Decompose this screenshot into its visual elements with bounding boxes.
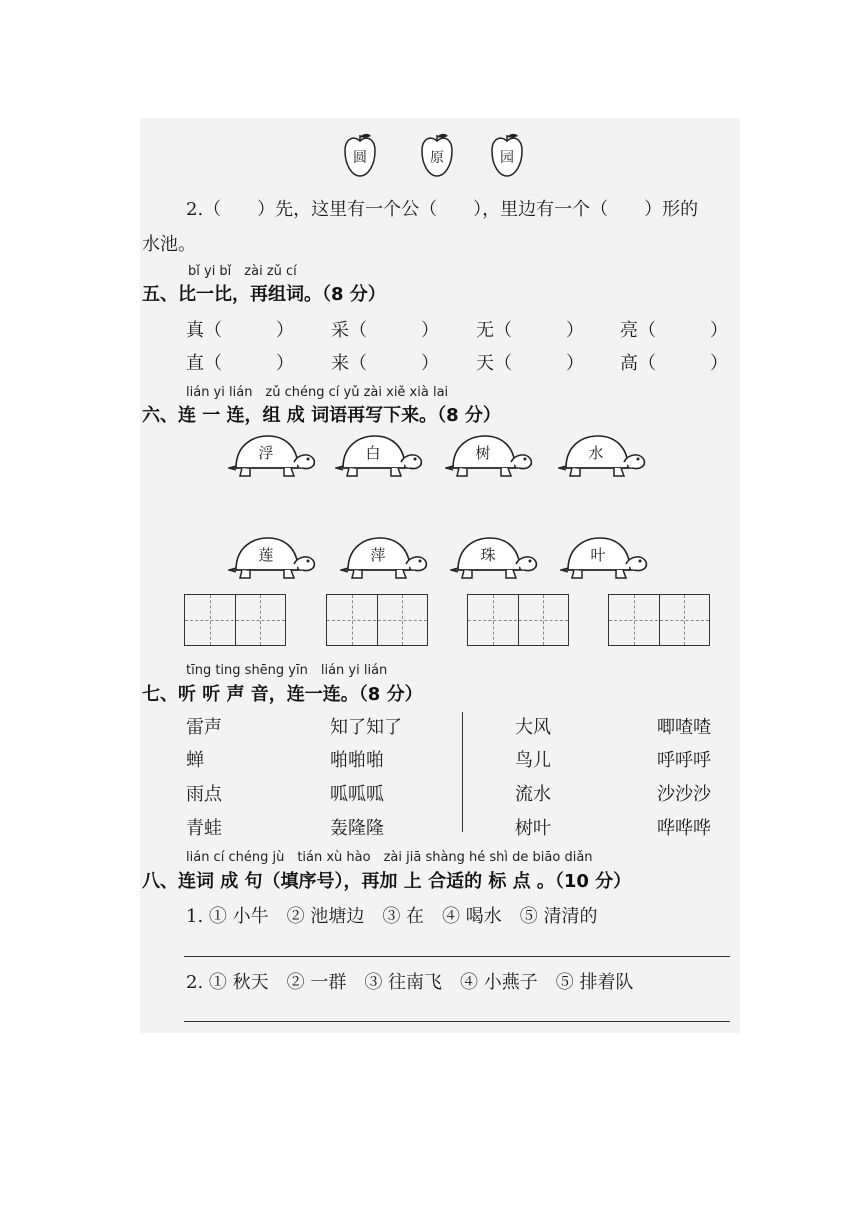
- fill-sentence-line2: 水池。: [142, 234, 196, 255]
- apple-card-2: [420, 133, 454, 179]
- answer-line-2[interactable]: [184, 1021, 730, 1022]
- compare-word-7: 天（ ）: [476, 353, 584, 374]
- sound-word: 啪啪啪: [330, 750, 384, 771]
- sound-word: 哗哗哗: [657, 818, 711, 839]
- apple-char: 原: [430, 150, 444, 166]
- sound-word: 呼呼呼: [657, 750, 711, 771]
- sound-word: 呱呱呱: [330, 784, 384, 805]
- turtle-card: [228, 432, 318, 480]
- sentence-question-1: 1. ① 小牛 ② 池塘边 ③ 在 ④ 喝水 ⑤ 清清的: [186, 906, 598, 927]
- turtle-char: 叶: [590, 546, 606, 564]
- answer-line-1[interactable]: [184, 956, 730, 957]
- section5-pinyin: bǐ yi bǐ zài zǔ cí: [188, 264, 297, 279]
- turtle-char: 白: [365, 444, 381, 462]
- section8-title: 八、连词 成 句（填序号），再加 上 合适的 标 点 。（10 分）: [142, 871, 632, 892]
- compare-word-8: 高（ ）: [620, 353, 728, 374]
- sound-source: 青蛙: [186, 818, 222, 839]
- sound-source: 鸟儿: [515, 750, 551, 771]
- writing-grid-1[interactable]: [184, 594, 286, 646]
- writing-grid-2[interactable]: [326, 594, 428, 646]
- sound-source: 树叶: [515, 818, 551, 839]
- compare-word-3: 无（ ）: [476, 320, 584, 341]
- turtle-card: [340, 534, 430, 582]
- turtle-char: 萍: [370, 546, 386, 564]
- section6-pinyin: lián yi lián zǔ chéng cí yǔ zài xiě xià lai: [186, 385, 449, 400]
- compare-word-6: 来（ ）: [331, 353, 439, 374]
- turtle-char: 莲: [258, 546, 274, 564]
- apple-char: 园: [500, 150, 514, 166]
- section6-title: 六、连 一 连，组 成 词语再写下来。（8 分）: [142, 405, 501, 426]
- fill-sentence-line1: 2.（ ）先，这里有一个公（ ），里边有一个（ ）形的: [186, 199, 699, 220]
- turtle-char: 浮: [258, 444, 274, 462]
- sound-source: 雨点: [186, 784, 222, 805]
- turtle-card: [445, 432, 535, 480]
- section5-title: 五、比一比，再组词。（8 分）: [142, 284, 386, 305]
- sentence-question-2: 2. ① 秋天 ② 一群 ③ 往南飞 ④ 小燕子 ⑤ 排着队: [186, 972, 634, 993]
- turtle-char: 珠: [480, 546, 496, 564]
- turtle-card: [228, 534, 318, 582]
- writing-grid-3[interactable]: [467, 594, 569, 646]
- sound-word: 唧喳喳: [657, 717, 711, 738]
- sound-source: 流水: [515, 784, 551, 805]
- section7-pinyin: tīng ting shēng yīn lián yi lián: [186, 663, 388, 678]
- turtle-card: [560, 534, 650, 582]
- compare-word-5: 直（ ）: [186, 353, 294, 374]
- compare-word-2: 采（ ）: [331, 320, 439, 341]
- apple-char: 圆: [353, 150, 367, 166]
- turtle-card: [558, 432, 648, 480]
- turtle-char: 水: [588, 444, 604, 462]
- writing-grid-4[interactable]: [608, 594, 710, 646]
- compare-word-4: 亮（ ）: [620, 320, 728, 341]
- apple-card-1: [343, 133, 377, 179]
- turtle-card: [335, 432, 425, 480]
- sound-word: 沙沙沙: [657, 784, 711, 805]
- compare-word-1: 真（ ）: [186, 320, 294, 341]
- turtle-card: [450, 534, 540, 582]
- sound-source: 大风: [515, 717, 551, 738]
- section7-title: 七、听 听 声 音，连一连。（8 分）: [142, 684, 423, 705]
- sound-source: 蝉: [186, 750, 204, 771]
- column-divider: [462, 712, 463, 832]
- section8-pinyin: lián cí chéng jù tián xù hào zài jiā shàng hé shì de biāo diǎn: [186, 850, 593, 865]
- apple-card-3: [490, 133, 524, 179]
- sound-source: 雷声: [186, 717, 222, 738]
- turtle-char: 树: [475, 444, 491, 462]
- sound-word: 知了知了: [330, 717, 402, 738]
- sound-word: 轰隆隆: [330, 818, 384, 839]
